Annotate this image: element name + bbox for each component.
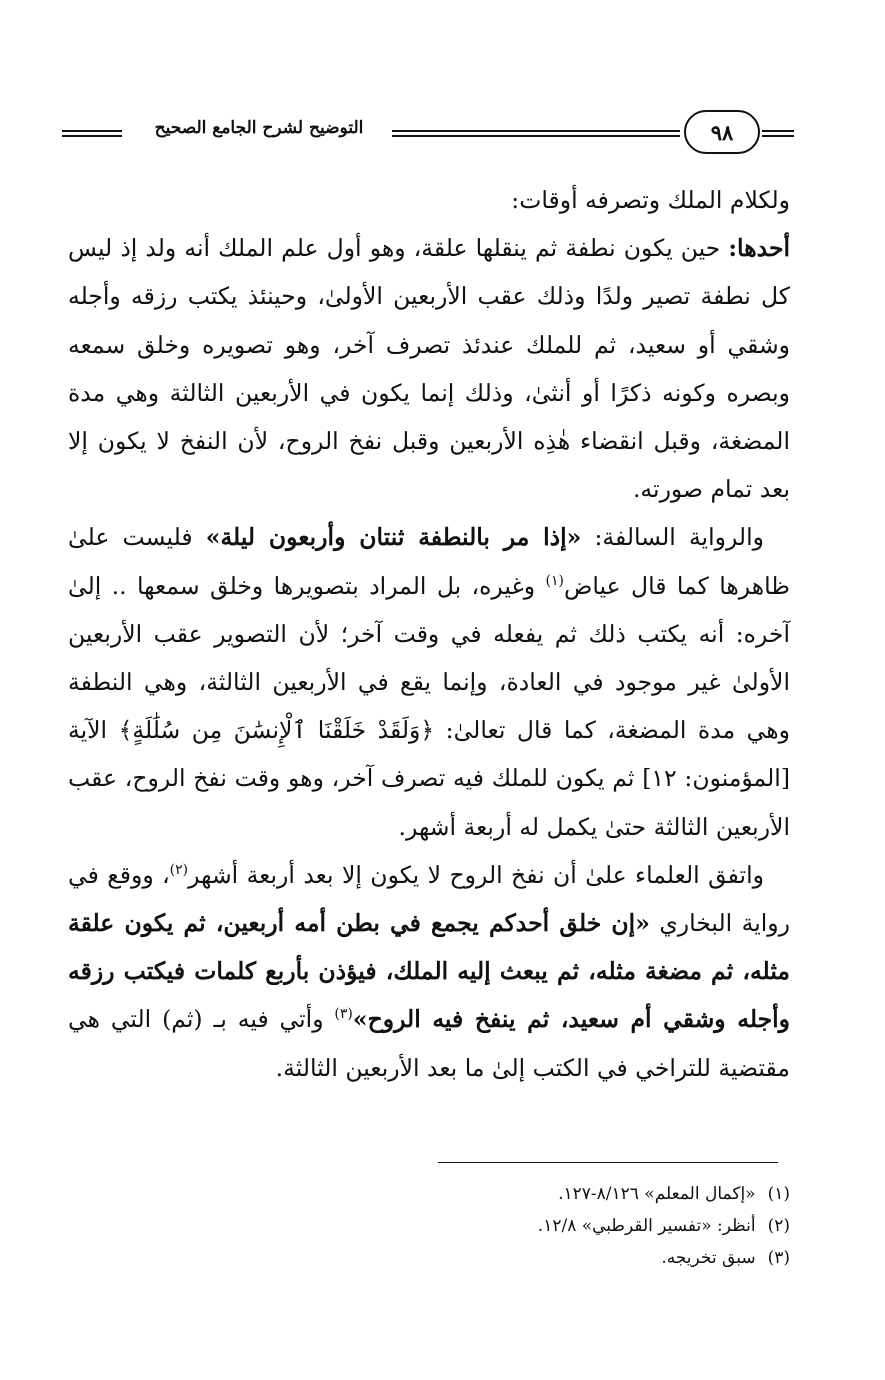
paragraph-2 xyxy=(68,224,790,513)
paragraph-2-text: حين يكون نطفة ثم ينقلها علقة، وهو أول علم الملك أنه ولد إذ ليس كل نطفة تصير ولدًا وذلك عقب الأربعين الأولىٰ، وحينئذ يكتب رزقه وأجله وشقي أو سعيد، ثم للملك عندئذ تصرف آخر، وهو تصويره وخلق سمعه وبصره وكونه ذكرًا أو أنثىٰ، وذلك إنما يكون في الأربعين الثالثة وهي مدة المضغة، وقبل انقضاء هٰذِه الأربعين وقبل نفخ الروح، لأن النفخ لا يكون إلا بعد تمام صورته. xyxy=(68,234,790,504)
footnote-ref-2: (٢) xyxy=(169,862,189,879)
footnote-ref-3: (٣) xyxy=(334,1006,353,1023)
paragraph-3-text-d: الآية [المؤمنون: ١٢] ثم يكون للملك فيه تصرف آخر، وهو وقت نفخ الروح، عقب الأربعين الثالثة حتىٰ يكمل له أربعة أشهر. xyxy=(68,716,790,841)
footnotes xyxy=(300,1178,790,1274)
quran-verse: ﴿وَلَقَدْ خَلَقْنَا ٱلْإِنسَٰنَ مِن سُلَٰلَةٍ﴾ xyxy=(118,716,435,745)
page-header xyxy=(62,110,794,158)
paragraph-2-label: أحدها: xyxy=(728,234,790,263)
footnote-1-text: «إكمال المعلم» ٨/١٢٦-١٢٧. xyxy=(558,1184,756,1204)
paragraph-4-text-b: ، ووقع في رواية البخاري xyxy=(68,860,790,938)
paragraph-3-text-c: وغيره، بل المراد بتصويرها وخلق سمعها .. إلىٰ آخره: أنه يكتب ذلك ثم يفعله في وقت آخر؛ لأن التصوير عقب الأربعين الأولىٰ غير موجود في العادة، وإنما يقع في الأربعين الثالثة، وهي النطفة وهي مدة المضغة، كما قال تعالىٰ: xyxy=(68,571,790,745)
footnote-1-number: (١) xyxy=(767,1184,790,1204)
header-rule-left xyxy=(62,130,122,137)
footnote-2-number: (٢) xyxy=(767,1216,790,1236)
paragraph-4-text-c: وأتي فيه بـ (ثم) التي هي مقتضية للتراخي في الكتب إلىٰ ما بعد الأربعين الثالثة. xyxy=(68,1005,790,1082)
running-title: التوضيح لشرح الجامع الصحيح xyxy=(154,118,364,138)
footnote-2 xyxy=(300,1210,790,1242)
footnote-ref-1: (١) xyxy=(545,572,564,589)
paragraph-4 xyxy=(68,851,790,1092)
paragraph-3-text-a: والرواية السالفة: xyxy=(581,523,764,552)
footnote-2-text: أنظر: «تفسير القرطبي» ١٢/٨. xyxy=(537,1216,756,1236)
footnote-separator xyxy=(438,1162,778,1163)
header-rule-middle xyxy=(392,130,680,137)
page-number: ٩٨ xyxy=(684,110,760,154)
footnote-1 xyxy=(300,1178,790,1210)
footnote-3-number: (٣) xyxy=(767,1248,790,1268)
hadith-quote-1: «إذا مر بالنطفة ثنتان وأربعون ليلة» xyxy=(205,523,582,552)
paragraph-1: ولكلام الملك وتصرفه أوقات: xyxy=(511,186,790,214)
footnote-3 xyxy=(300,1242,790,1274)
paragraph-3 xyxy=(68,513,790,850)
main-text xyxy=(68,176,790,1092)
paragraph-3-text-b: فليست علىٰ ظاهرها كما قال عياض xyxy=(68,523,790,600)
hadith-quote-2: «إن خلق أحدكم يجمع في بطن أمه أربعين، ثم يكون علقة مثله، ثم مضغة مثله، ثم يبعث إليه الملك، فيؤذن بأربع كلمات فيكتب رزقه وأجله وشقي أم سعيد، ثم ينفخ فيه الروح» xyxy=(68,909,790,1034)
header-rule-right xyxy=(762,130,794,137)
paragraph-4-text-a: واتفق العلماء علىٰ أن نفخ الروح لا يكون إلا بعد أربعة أشهر xyxy=(188,860,764,889)
footnote-3-text: سبق تخريجه. xyxy=(661,1248,756,1268)
